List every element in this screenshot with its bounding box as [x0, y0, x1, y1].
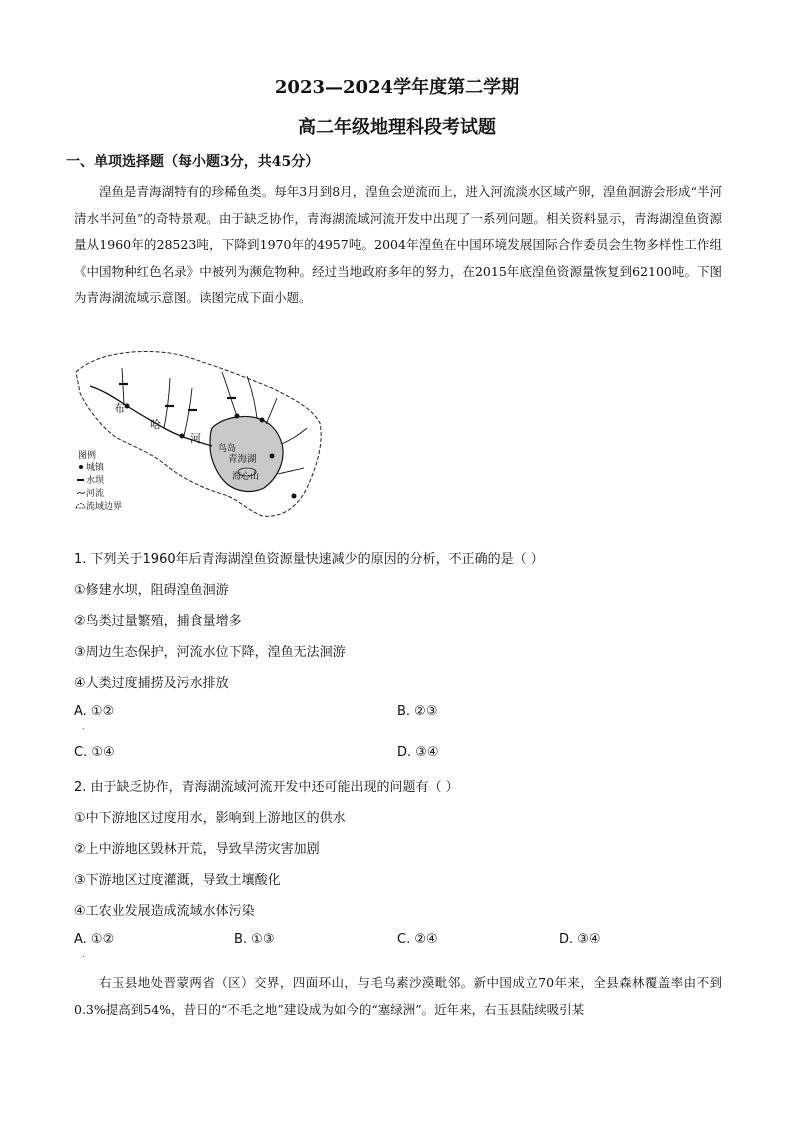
legend-title: 图例	[78, 451, 97, 461]
question-1-option-d[interactable]: D. ③④	[397, 745, 439, 760]
question-2-option-a[interactable]: A. ①②	[74, 932, 115, 947]
lake-label: 青海湖	[228, 454, 257, 465]
river-char-3: 河	[190, 432, 201, 445]
qinghai-lake-basin-map	[72, 348, 327, 520]
question-2-statement-2: ②上中游地区毁林开荒，导致旱涝灾害加剧	[74, 842, 320, 857]
legend-boundary: 流域边界	[86, 502, 123, 512]
bird-island-label: 鸟岛	[218, 444, 237, 454]
question-1-stem: 1. 下列关于1960年后青海湖湟鱼资源量快速减少的原因的分析，不正确的是（ ）	[74, 552, 544, 567]
legend-boundary-icon	[76, 504, 85, 509]
question-1-statement-1: ①修建水坝，阻碍湟鱼洄游	[74, 583, 229, 598]
question-2-statement-1: ①中下游地区过度用水，影响到上游地区的供水	[74, 811, 346, 826]
question-2-option-c[interactable]: C. ②④	[397, 932, 438, 947]
legend-dam: 水坝	[86, 476, 105, 486]
exam-title-subject: 高二年级地理科段考试题	[298, 117, 496, 138]
section-heading: 一、单项选择题（每小题3分，共45分）	[66, 154, 320, 170]
reading-passage: 湟鱼是青海湖特有的珍稀鱼类。每年3月到8月，湟鱼会逆流而上，进入河流淡水区域产卵，湟鱼洄游会形成“半河清水半河鱼”的奇特景观。由于缺乏协作，青海湖流域河流开发中出现了一系列问题。相关资料显示，青海湖湟鱼资源量从1960年的28523吨，下降到1970年的4957吨。2004年湟鱼在中国环境发展国际合作委员会生物多样性工作组《中国物种红色名录》中被列为濒危物种。经过当地政府多年的努力，在2015年底湟鱼资源量恢复到62100吨。下图为青海湖流域示意图。读图完成下面小题。	[74, 184, 722, 305]
reading-passage-2: 右玉县地处晋蒙两省（区）交界，四面环山，与毛乌素沙漠毗邻。新中国成立70年来，全县森林覆盖率由不到0.3%提高到54%，昔日的“不毛之地”建设成为如今的“塞绿洲”。近年来，右玉县陆续吸引某	[74, 975, 722, 1017]
question-2-option-d[interactable]: D. ③④	[559, 932, 601, 947]
legend-town-icon	[79, 465, 83, 469]
exam-title-year: 2023—2024学年度第二学期	[274, 77, 520, 98]
legend-town: 城镇	[86, 463, 105, 473]
question-1-option-c[interactable]: C. ①④	[74, 745, 115, 760]
question-2-statement-3: ③下游地区过度灌溉，导致土壤酸化	[74, 873, 281, 888]
legend-river: 河流	[86, 489, 105, 499]
question-1-option-b[interactable]: B. ②③	[397, 704, 438, 719]
question-2-option-b[interactable]: B. ①③	[234, 932, 275, 947]
river-char-1: 布	[114, 402, 125, 415]
question-1-statement-4: ④人类过度捕捞及污水排放	[74, 676, 229, 691]
question-2-statement-4: ④工农业发展造成流域水体污染	[74, 904, 255, 919]
question-1-statement-2: ②鸟类过量繁殖，捕食量增多	[74, 614, 242, 629]
question-2-stem: 2. 由于缺乏协作，青海湖流域河流开发中还可能出现的问题有（ ）	[74, 780, 459, 795]
river-char-2: 哈	[150, 418, 161, 431]
question-1-statement-3: ③周边生态保护，河流水位下降，湟鱼无法洄游	[74, 645, 346, 660]
question-1-option-a[interactable]: A. ①②	[74, 704, 115, 719]
heart-mountain-label: 海心山	[232, 472, 260, 482]
legend-river-icon	[77, 492, 85, 494]
